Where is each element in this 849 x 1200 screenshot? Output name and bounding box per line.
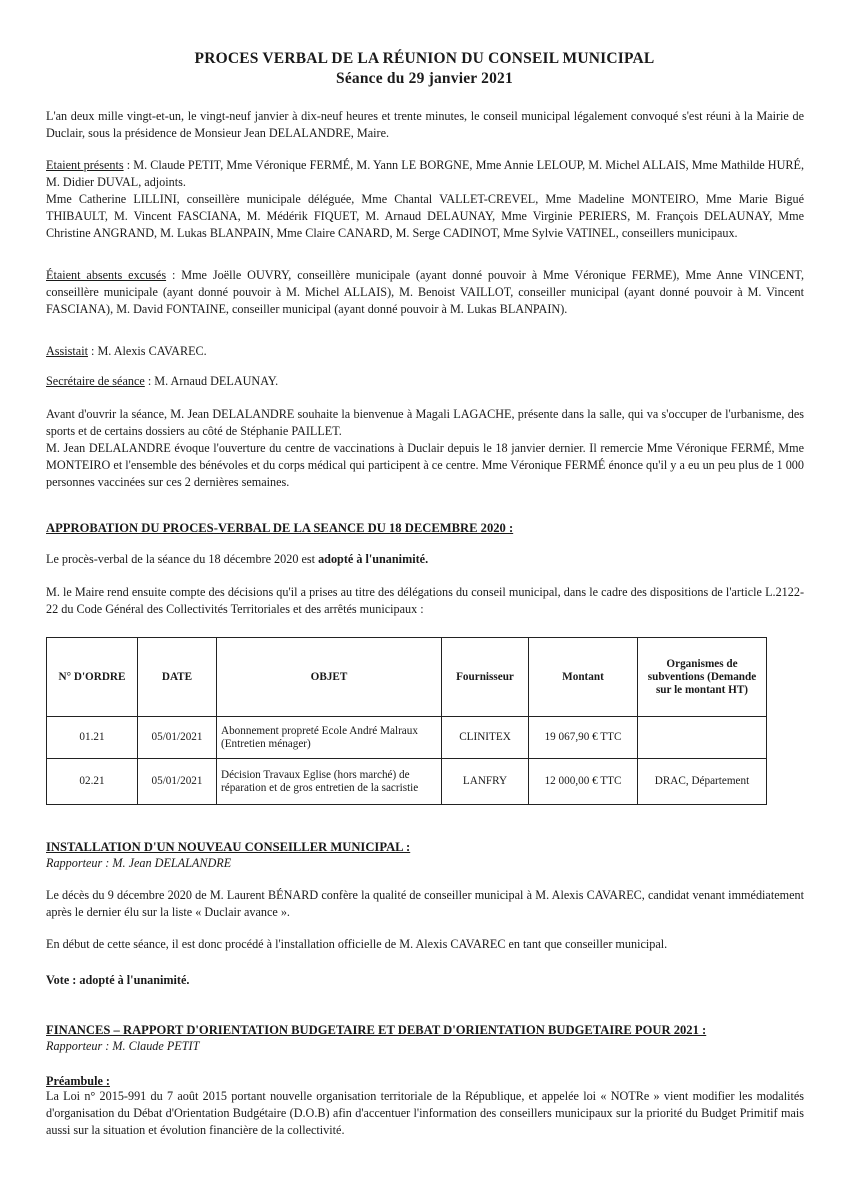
cell-fournisseur: LANFRY (442, 759, 529, 805)
header-fournisseur: Fournisseur (442, 638, 529, 717)
assistait-text: : M. Alexis CAVAREC. (87, 344, 207, 358)
cell-montant: 12 000,00 € TTC (529, 759, 638, 805)
document-subtitle: Séance du 29 janvier 2021 (336, 70, 513, 87)
intro-paragraph: L'an deux mille vingt-et-un, le vingt-neuf janvier à dix-neuf heures et trente minutes, le conseil municipal légalement convoqué s'est réuni à la Mairie de Duclair, sous la présidence de Monsieur Jean DELALANDRE, Maire. (46, 109, 804, 140)
preambule-paragraph: La Loi n° 2015-991 du 7 août 2015 portant nouvelle organisation territoriale de la République, et appelée loi « NOTRe » vient modifier les modalités d'organisation du Débat d'Orientation Budgétaire (D.O.B) afin d'accentuer l'information des conseillers municipaux sur la priorité du Budget Primitif mais aussi sur la situation et évolution financière de la collectivité. (46, 1089, 804, 1137)
presents-label: Etaient présents (46, 158, 124, 172)
installation-rapporteur: Rapporteur : M. Jean DELALANDRE (46, 856, 232, 870)
header-organismes: Organismes de subventions (Demande sur le montant HT) (638, 638, 767, 717)
secretaire-label: Secrétaire de séance (46, 374, 145, 388)
cell-organismes (638, 717, 767, 759)
absents-text: : Mme Joëlle OUVRY, conseillère municipale (ayant donné pouvoir à Mme Véronique FERME), Mme Anne VINCENT, conseillère municipale (ayant donné pouvoir à M. Michel ALLAIS), M. Benoist VAILLOT, conseiller municipal (ayant donné pouvoir à M. Vincent FASCIANA), M. David FONTAINE, conseiller municipal (ayant donné pouvoir à M. Lukas BLANPAIN). (46, 268, 805, 316)
section-finances-heading: FINANCES – RAPPORT D'ORIENTATION BUDGETAIRE ET DEBAT D'ORIENTATION BUDGETAIRE POUR 2021 : (46, 1023, 707, 1037)
installation-paragraph-2: En début de cette séance, il est donc procédé à l'installation officielle de M. Alexis CAVAREC en tant que conseiller municipal. (46, 937, 668, 951)
approbation-text: Le procès-verbal de la séance du 18 décembre 2020 est (46, 552, 319, 566)
cell-numero: 02.21 (47, 759, 138, 805)
document-title: PROCES VERBAL DE LA RÉUNION DU CONSEIL MUNICIPAL (194, 50, 655, 67)
table-header-row (47, 638, 767, 717)
decisions-table (46, 637, 767, 805)
presents-paragraph (46, 157, 804, 191)
decisions-paragraph: M. le Maire rend ensuite compte des décisions qu'il a prises au titre des délégations du conseil municipal, dans le cadre des dispositions de l'article L.2122-22 du Code Général des Collectivités Territoriales et des arrêtés municipaux : (46, 585, 804, 616)
cell-fournisseur: CLINITEX (442, 717, 529, 759)
finances-rapporteur: Rapporteur : M. Claude PETIT (46, 1039, 200, 1053)
presents-adjoints: : M. Claude PETIT, Mme Véronique FERMÉ, M. Yann LE BORGNE, Mme Annie LELOUP, M. Michel ALLAIS, Mme Mathilde HURÉ, M. Didier DUVAL, adjoints. (46, 158, 804, 189)
table-row (47, 717, 767, 759)
cell-date: 05/01/2021 (138, 717, 217, 759)
absents-label: Étaient absents excusés (46, 268, 167, 282)
cell-montant: 19 067,90 € TTC (529, 717, 638, 759)
secretaire-text: : M. Arnaud DELAUNAY. (144, 374, 279, 388)
cell-organismes: DRAC, Département (638, 759, 767, 805)
cell-objet: Décision Travaux Eglise (hors marché) de réparation et de gros entretien de la sacristie (217, 759, 442, 805)
table-row (47, 759, 767, 805)
installation-vote: Vote : adopté à l'unanimité. (46, 973, 190, 987)
installation-paragraph-1: Le décès du 9 décembre 2020 de M. Laurent BÉNARD confère la qualité de conseiller municipal à M. Alexis CAVAREC, candidat venant immédiatement après le dernier élu sur la liste « Duclair avance ». (46, 888, 804, 919)
header-montant: Montant (529, 638, 638, 717)
approbation-paragraph (46, 551, 804, 568)
opening-paragraph-2: M. Jean DELALANDRE évoque l'ouverture du centre de vaccinations à Duclair depuis le 18 janvier dernier. Il remercie Mme Véronique FERMÉ, Mme MONTEIRO et l'ensemble des bénévoles et du corps médical qui participent à ce centre. Mme Véronique FERMÉ énonce qu'il y a eu un peu plus de 1 000 personnes vaccinées sur ces 2 dernières semaines. (46, 441, 804, 489)
assistait-line (46, 343, 804, 360)
cell-date: 05/01/2021 (138, 759, 217, 805)
opening-paragraph-1: Avant d'ouvrir la séance, M. Jean DELALANDRE souhaite la bienvenue à Magali LAGACHE, présente dans la salle, qui va s'occuper de l'urbanisme, des sports et de certains dossiers au côté de Stéphanie PAILLET. (46, 407, 804, 438)
approbation-result: adopté à l'unanimité. (318, 552, 429, 566)
preambule-label: Préambule : (46, 1074, 110, 1088)
presents-conseillers: Mme Catherine LILLINI, conseillère municipale déléguée, Mme Chantal VALLET-CREVEL, Mme Madeline MONTEIRO, Mme Marie Bigué THIBAULT, M. Vincent FASCIANA, M. Médérik FIQUET, M. Arnaud DELAUNAY, Mme Virginie PERIERS, M. François DELAUNAY, Mme Christine ANGRAND, M. Lukas BLANPAIN, Mme Claire CANARD, M. Serge CADINOT, Mme Sylvie VATINEL, conseillers municipaux. (46, 192, 804, 240)
absents-paragraph (46, 267, 804, 318)
header-objet: OBJET (217, 638, 442, 717)
cell-numero: 01.21 (47, 717, 138, 759)
secretaire-line (46, 373, 804, 390)
header-date: DATE (138, 638, 217, 717)
cell-objet: Abonnement propreté Ecole André Malraux (Entretien ménager) (217, 717, 442, 759)
section-installation-heading: INSTALLATION D'UN NOUVEAU CONSEILLER MUNICIPAL : (46, 840, 411, 854)
header-numero: N° D'ORDRE (47, 638, 138, 717)
section-approbation-heading: APPROBATION DU PROCES-VERBAL DE LA SEANCE DU 18 DECEMBRE 2020 : (46, 521, 514, 535)
assistait-label: Assistait (46, 344, 88, 358)
